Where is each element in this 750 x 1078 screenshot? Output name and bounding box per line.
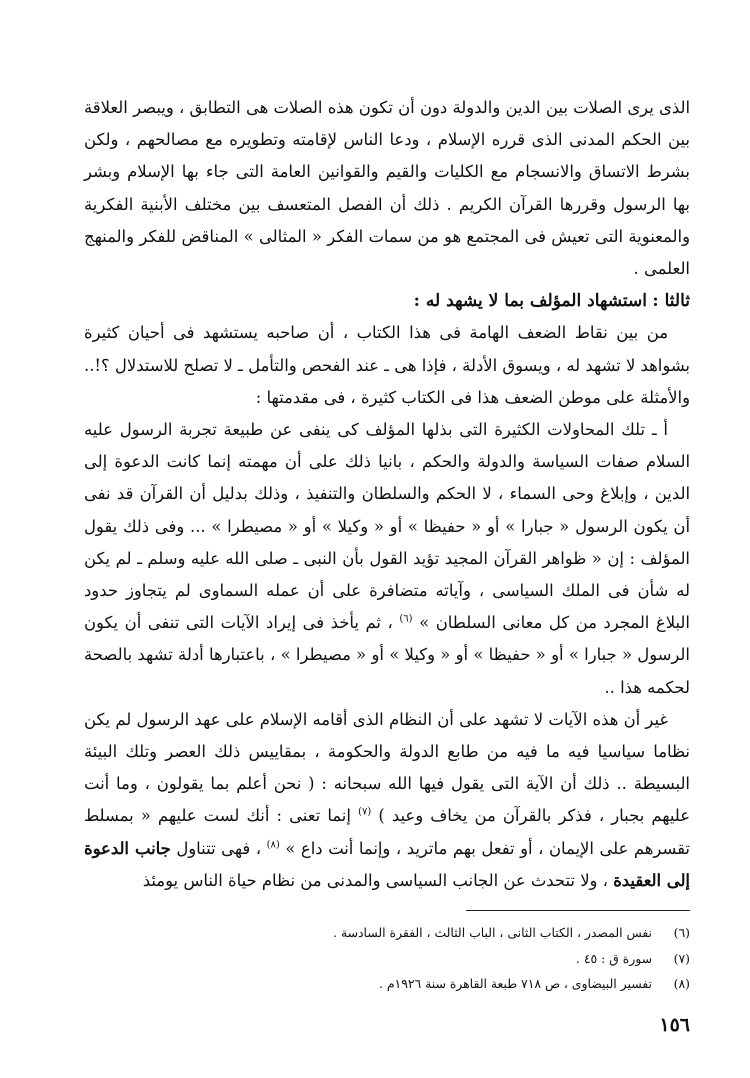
- footnote-item: [84, 971, 690, 997]
- verses-bold-phrase: جانب الدعوة إلى العقيدة: [84, 838, 690, 890]
- footnotes: [84, 920, 690, 997]
- footnote-ref-6: (٦): [399, 613, 413, 625]
- footnote-text: تفسير البيضاوى ، ص ٧١٨ طبعة القاهرة سنة ١٩٢٦م .: [378, 976, 652, 991]
- footnote-text: نفس المصدر ، الكتاب الثانى ، الباب الثالث ، الفقرة السادسة .: [333, 925, 652, 940]
- verses-text-connector: ، فهى تتناول: [176, 838, 262, 858]
- footnote-number: (٦): [673, 925, 690, 940]
- paragraph-point-a: [84, 414, 690, 704]
- point-a-text-start: أ ـ تلك المحاولات الكثيرة التى بذلها المؤلف كى ينفى عن طبيعة تجربة الرسول عليه السلام صفات السياسة والدولة والحكم ، بانيا ذلك على أن مهمته إنما كانت الدعوة إلى الدين ، وإبلاغ وحى السماء ، لا الحكم والسلطان والتنفيذ ، وذلك بدليل أن القرآن قد نفى أن يكون الرسول « جبارا » أو « حفيظا » أو « وكيلا » أو « مصيطرا » ... وفى ذلك يقول المؤلف : إن « ظواهر القرآن المجيد تؤيد القول بأن النبى ـ صلى الله عليه وسلم ـ لم يكن له شأن فى الملك السياسى ، وآياته متضافرة على أن عمله السماوى لم يتجاوز حدود البلاغ المجرد من كل معانى السلطان »: [84, 420, 690, 633]
- footnote-item: [84, 946, 690, 972]
- footnote-number: (٧): [673, 950, 690, 966]
- verses-text-end: ، ولا تتحدث عن الجانب السياسى والمدنى من نظام حياة الناس يومئذ: [142, 870, 608, 890]
- verses-text-start: غير أن هذه الآيات لا تشهد على أن النظام الذى أقامه الإسلام على عهد الرسول لم يكن نظاما سياسيا فيه ما فيه من طابع الدولة والحكومة ، بمقاييس ذلك العصر وتلك البيئة البسيطة .. ذلك أن الآية التى يقول فيها الله سبحانه : ( نحن أعلم بما يقولون ، وما أنت عليهم بجبار ، فذكر بالقرآن من يخاف وعيد ): [84, 709, 690, 826]
- verses-text-middle: إنما تعنى : أنك لست عليهم « بمسلط تقسرهم على الإيمان ، أو تفعل بهم ماتريد ، وإنما أنت داع »: [84, 806, 690, 858]
- section-heading-title: استشهاد المؤلف بما لا يشهد له :: [413, 291, 647, 312]
- footnote-number: (٨): [673, 976, 690, 991]
- footnote-ref-7: (٧): [358, 807, 372, 818]
- footnote-ref-8: (٨): [266, 839, 280, 851]
- point-a-text-end: ، ثم يأخذ فى إيراد الآيات التى تنفى أن يكون الرسول « جبارا » أو « حفيظا » أو « وكيلا » أو « مصيطرا » ، باعتبارها أدلة تشهد بالصحة لحكمه هذا ..: [84, 613, 690, 697]
- footnote-divider: [466, 910, 690, 911]
- paragraph-continuation: الذى يرى الصلات بين الدين والدولة دون أن تكون هذه الصلات هى التطابق ، ويبصر العلاقة بين الحكم المدنى الذى قرره الإسلام ، ودعا الناس لإقامته وتطويره مع مصالحهم ، ولكن بشرط الاتساق والانسجام مع الكليات والقيم والقوانين العامة التى جاء بها الإسلام وبشر بها الرسول وقررها القرآن الكريم . ذلك أن الفصل المتعسف بين مختلف الأبنية الفكرية والمعنوية التى تعيش فى المجتمع هو من سمات الفكر « المثالى » المناقض للفكر والمنهج العلمى .: [84, 98, 690, 279]
- main-text: [84, 92, 690, 897]
- section-heading: [84, 285, 690, 317]
- paragraph-verses: [84, 704, 690, 897]
- section-heading-number: ثالثا :: [652, 291, 690, 312]
- footnote-item: [84, 920, 690, 946]
- paragraph-intro: من بين نقاط الضعف الهامة فى هذا الكتاب ، أن صاحبه يستشهد فى أحيان كثيرة بشواهد لا تشهد له ، ويسوق الأدلة ، فإذا هى ـ عند الفحص والتأمل ـ لا تصلح للاستدلال ؟!.. والأمثلة على موطن الضعف هذا فى الكتاب كثيرة ، فى مقدمتها :: [84, 323, 690, 407]
- footnote-text: سورة ق : ٤٥ .: [575, 950, 652, 966]
- page-number: ١٥٦: [659, 1014, 690, 1036]
